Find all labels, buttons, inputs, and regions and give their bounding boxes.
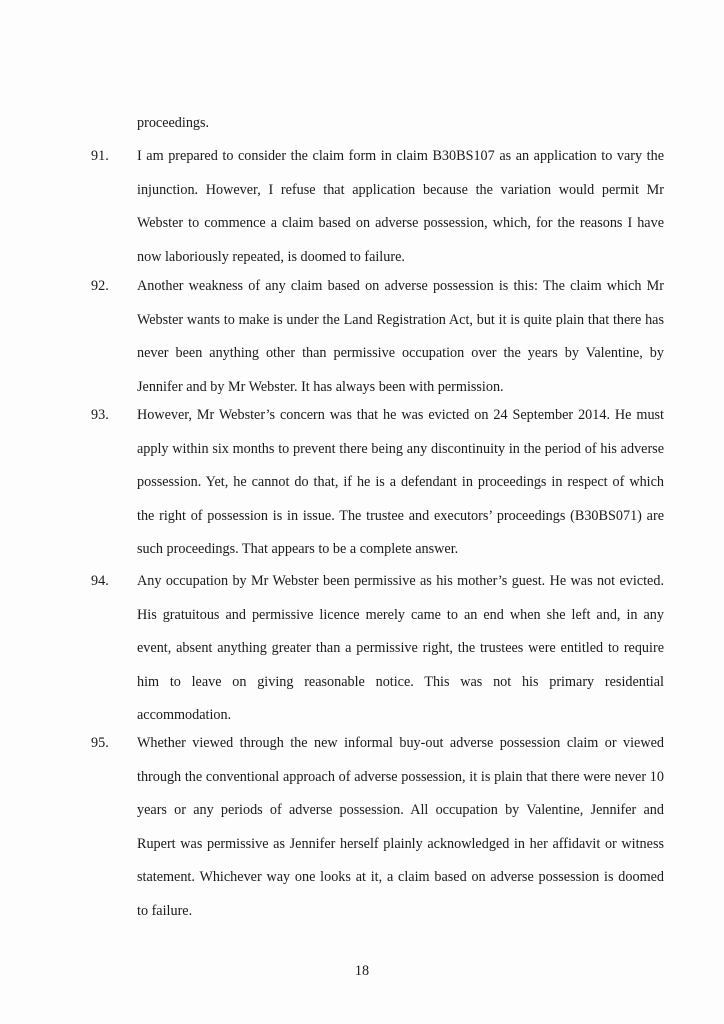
paragraph-body [137,405,664,559]
paragraph-number: 92. [91,278,109,294]
paragraph-line: years or any periods of adverse possession. All occupation by Valentine, Jennifer and [137,802,664,818]
paragraph-line: event, absent anything greater than a permissive right, the trustees were entitled to require [137,640,664,656]
paragraph-line: statement. Whichever way one looks at it, a claim based on adverse possession is doomed [137,869,664,885]
paragraph-line: Rupert was permissive as Jennifer herself plainly acknowledged in her affidavit or witness [137,835,664,852]
paragraph-line: never been anything other than permissive occupation over the years by Valentine, by [137,345,664,361]
paragraph-number: 93. [91,407,109,423]
paragraph-line: to failure. [137,902,193,919]
paragraph-body [137,276,664,397]
paragraph-number: 95. [91,735,109,751]
paragraph-body [137,571,664,725]
paragraph-line: Webster to commence a claim based on adverse possession, which, for the reasons I have [137,215,664,231]
paragraph-line: possession. Yet, he cannot do that, if he is a defendant in proceedings in respect of which [137,474,664,490]
paragraph-line: I am prepared to consider the claim form in claim B30BS107 as an application to vary the [137,148,664,164]
paragraph-line: apply within six months to prevent there being any discontinuity in the period of his adverse [137,440,664,457]
page-number: 18 [354,963,370,979]
paragraph-number: 94. [91,573,109,589]
paragraph-line: the right of possession is in issue. The trustee and executors’ proceedings (B30BS071) are [137,507,664,524]
paragraph-line: Another weakness of any claim based on adverse possession is this: The claim which Mr [137,278,664,294]
paragraph-line: him to leave on giving reasonable notice. This was not his primary residential [137,673,664,690]
paragraph-line: Webster wants to make is under the Land Registration Act, but it is quite plain that there has [137,311,664,328]
paragraph-line: Whether viewed through the new informal buy-out adverse possession claim or viewed [137,735,664,751]
paragraph-line: His gratuitous and permissive licence merely came to an end when she left and, in any [137,606,664,623]
paragraph-line: injunction. However, I refuse that application because the variation would permit Mr [137,181,664,198]
paragraph-body [137,146,664,267]
paragraph-line: Jennifer and by Mr Webster. It has always been with permission. [137,378,504,395]
paragraph-line: such proceedings. That appears to be a complete answer. [137,541,459,557]
paragraph-line: now laboriously repeated, is doomed to failure. [137,248,405,265]
paragraph-number: 91. [91,148,109,164]
paragraph-body [137,733,664,921]
continued-paragraph-text: proceedings. [137,115,210,131]
paragraph-line: accommodation. [137,707,232,723]
paragraph-line: Any occupation by Mr Webster been permissive as his mother’s guest. He was not evicted. [137,573,664,589]
paragraph-line: through the conventional approach of adverse possession, it is plain that there were never 10 [137,768,664,785]
paragraph-line: However, Mr Webster’s concern was that he was evicted on 24 September 2014. He must [137,407,664,423]
